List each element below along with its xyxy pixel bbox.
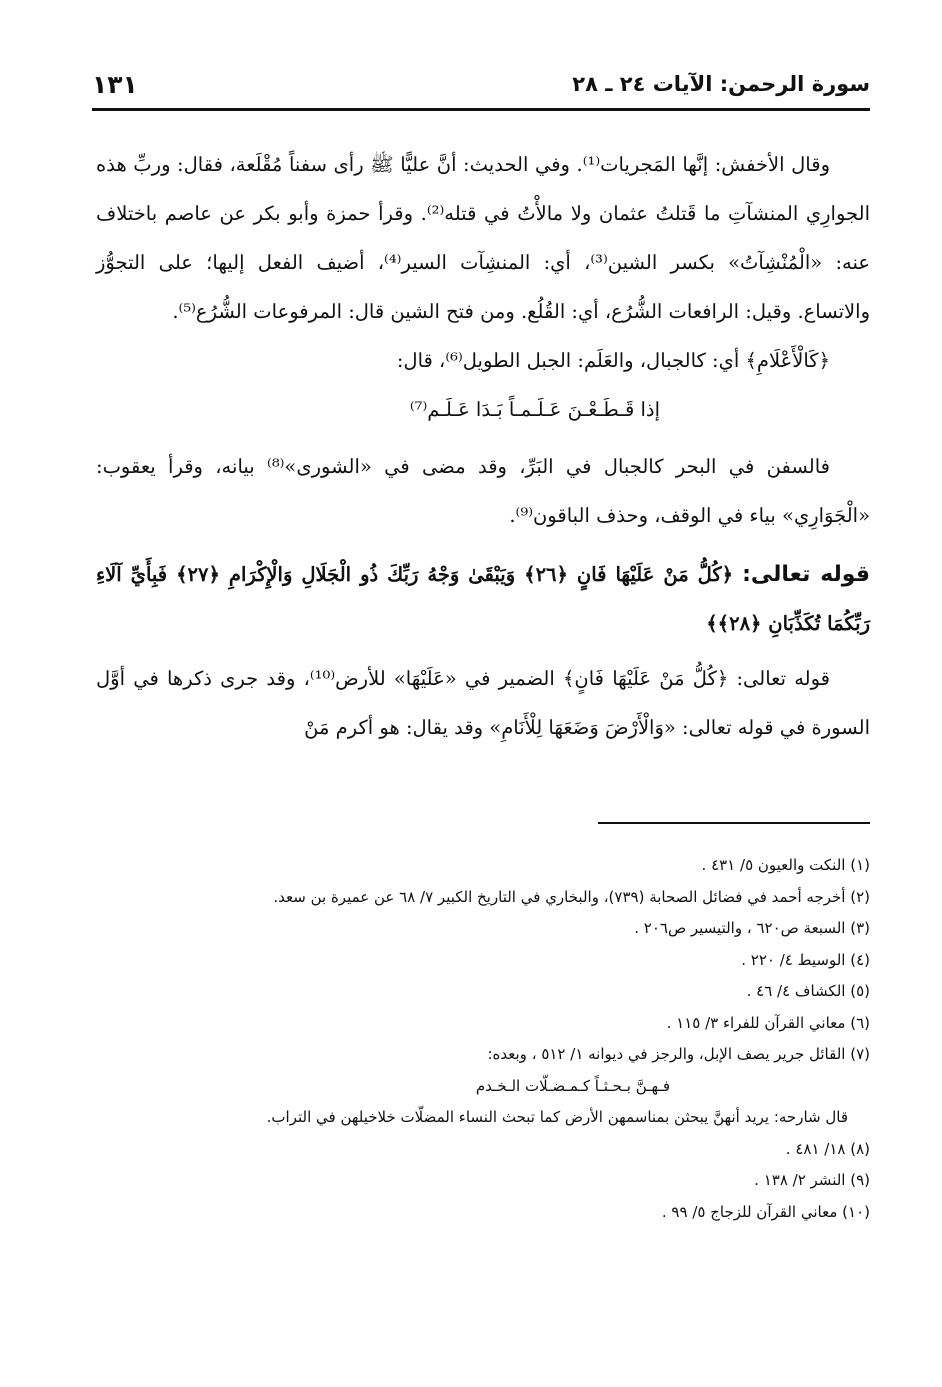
paragraph-1: وقال الأخفش: إنَّها المَجريات⁽¹⁾. وفي الحديث: أنَّ عليًّا ﷺ رأى سفناً مُقْلَعة، فقال: وربِّ هذه الجوارِي المنشآتِ ما قَتلتُ عثمان ولا مالأْتُ في قتله⁽²⁾. وقرأ حمزة وأبو بكر عن عاصم باختلاف عنه: «الْمُنْشِآتُ» بكسر الشين⁽³⁾، أي: المنشِآت السير⁽⁴⁾، أضيف الفعل إليها؛ على التجوُّز والاتساع. وقيل: الرافعات الشُّرُع، أي: القُلُع. ومن فتح الشين قال: المرفوعات الشُّرُع⁽⁵⁾. — [96, 153, 871, 323]
paragraph-2: ﴿كَالْأَعْلَامِ﴾ أي: كالجبال، والعَلَم: الجبل الطويل⁽⁶⁾، قال: — [396, 349, 830, 372]
footnote-2: (٢) أخرجه أحمد في فضائل الصحابة (٧٣٩)، والبخاري في التاريخ الكبير ٧/ ٦٨ عن عميرة بن سعد. — [273, 887, 870, 906]
footnote-7-commentary: قال شارحه: يريد أنهنَّ يبحثن بمناسمهن الأرض كما تبحث النساء المضلّات خلاخيلهن في التراب. — [266, 1108, 848, 1126]
poem-verse: إذا قَـطَـعْـنَ عَـلَـمـاً بَـدَا عَـلَـم⁽⁷⁾ — [409, 398, 660, 421]
page-number: ١٣١ — [92, 69, 138, 99]
main-text — [96, 140, 870, 752]
paragraph-3: فالسفن في البحر كالجبال في البَرِّ، وقد مضى في «الشورى»⁽⁸⁾ بيانه، وقرأ يعقوب: «الْجَوَارِي» بياء في الوقف، وحذف الباقون⁽⁹⁾. — [96, 455, 870, 527]
page-header — [92, 62, 870, 106]
quran-verses — [96, 550, 870, 648]
running-title: سورة الرحمن: الآيات ٢٤ ـ ٢٨ — [572, 72, 870, 96]
quran-text: ﴿كُلُّ مَنْ عَلَيْهَا فَانٍ ﴿٢٦﴾ وَيَبْقَىٰ وَجْهُ رَبِّكَ ذُو الْجَلَالِ وَالْإِكْرَامِ ﴿٢٧﴾ فَبِأَيِّ آلَاءِ رَبِّكُمَا تُكَذِّبَانِ ﴿٢٨﴾﴾ — [96, 563, 870, 635]
footnotes — [110, 850, 870, 1228]
footnote-4: (٤) الوسيط ٤/ ٢٢٠ . — [741, 950, 870, 969]
quran-lead: قوله تعالى: — [742, 562, 870, 587]
footnote-9: (٩) النشر ٢/ ١٣٨ . — [754, 1171, 870, 1189]
footnote-7-verse: فـهـنَّ بـحـثـاً كـمـضـلّات الـخـدم — [475, 1076, 670, 1095]
footnote-10: (١٠) معاني القرآن للزجاج ٥/ ٩٩ . — [661, 1202, 870, 1221]
paragraph-4: قوله تعالى: ﴿كُلُّ مَنْ عَلَيْهَا فَانٍ﴾ الضمير في «عَلَيْهَا» للأرض⁽¹⁰⁾، وقد جرى ذكرها في أوَّل السورة في قوله تعالى: «وَالْأَرْضَ وَضَعَهَا لِلْأَنَامِ» وقد يقال: هو أكرم مَنْ — [96, 667, 870, 739]
footnote-6: (٦) معاني القرآن للفراء ٣/ ١١٥ . — [666, 1013, 870, 1032]
footnote-8: (٨) ١٨/ ٤٨١ . — [785, 1139, 870, 1158]
footnote-5: (٥) الكشاف ٤/ ٤٦ . — [746, 982, 870, 1000]
footnote-1: (١) النكت والعيون ٥/ ٤٣١ . — [701, 856, 870, 874]
footnote-divider — [598, 822, 870, 824]
footnote-7: (٧) القائل جرير يصف الإبل، والرجز في ديوانه ١/ ٥١٢ ، وبعده: — [487, 1045, 870, 1063]
header-rule — [92, 108, 870, 111]
footnote-3: (٣) السبعة ص٦٢٠ ، والتيسير ص٢٠٦ . — [634, 919, 870, 937]
